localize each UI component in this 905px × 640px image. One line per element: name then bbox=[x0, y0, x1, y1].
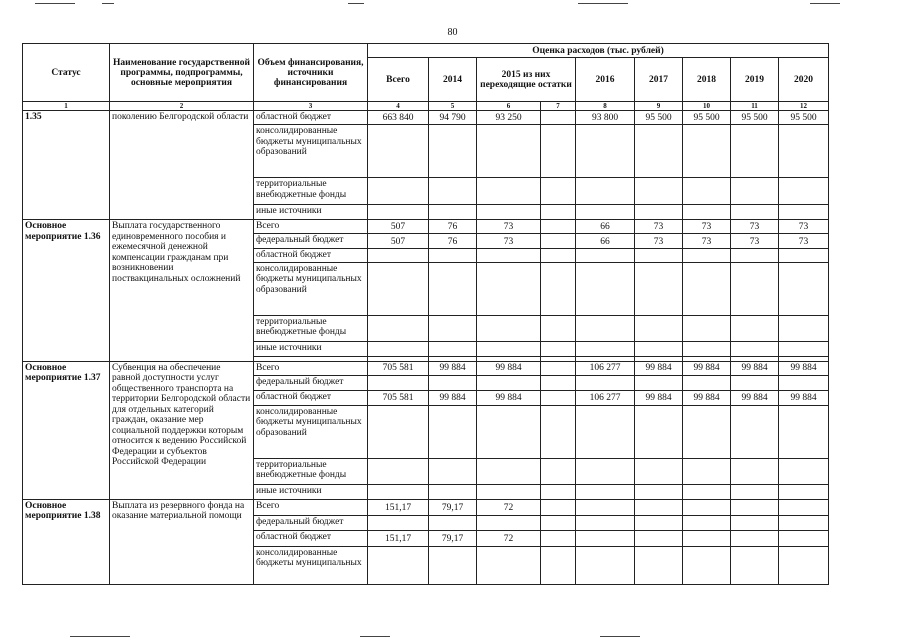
value-cell bbox=[541, 262, 576, 315]
budget-table bbox=[22, 43, 829, 585]
value-cell bbox=[576, 341, 635, 356]
value-cell bbox=[429, 458, 477, 484]
value-cell bbox=[683, 262, 731, 315]
source-cell: областной бюджет bbox=[254, 390, 368, 405]
value-cell bbox=[683, 178, 731, 205]
value-cell bbox=[368, 249, 429, 263]
value-cell: 663 840 bbox=[368, 111, 429, 125]
source-cell: Всего bbox=[254, 499, 368, 515]
value-cell bbox=[635, 546, 683, 584]
volume-header: Объем финансирования, источники финансирования bbox=[254, 44, 368, 102]
value-cell bbox=[429, 249, 477, 263]
value-cell bbox=[635, 375, 683, 390]
value-cell: 106 277 bbox=[576, 390, 635, 405]
value-cell bbox=[541, 546, 576, 584]
value-cell: 73 bbox=[731, 220, 779, 234]
source-cell: иные источники bbox=[254, 341, 368, 356]
value-cell: 73 bbox=[477, 220, 541, 234]
table-row bbox=[23, 220, 829, 234]
column-number: 10 bbox=[683, 102, 731, 111]
value-cell bbox=[576, 178, 635, 205]
value-cell bbox=[477, 375, 541, 390]
value-cell bbox=[683, 458, 731, 484]
source-cell: консолидированные бюджеты муниципальных образований bbox=[254, 405, 368, 458]
value-cell: 73 bbox=[477, 234, 541, 249]
value-cell bbox=[477, 178, 541, 205]
value-cell bbox=[541, 375, 576, 390]
value-cell bbox=[731, 315, 779, 341]
value-cell bbox=[635, 249, 683, 263]
value-cell bbox=[683, 249, 731, 263]
column-number: 4 bbox=[368, 102, 429, 111]
source-cell: Всего bbox=[254, 220, 368, 234]
value-cell bbox=[576, 375, 635, 390]
source-cell: иные источники bbox=[254, 484, 368, 499]
value-cell bbox=[576, 262, 635, 315]
value-cell bbox=[731, 546, 779, 584]
source-cell: федеральный бюджет bbox=[254, 515, 368, 530]
year-header: 2016 bbox=[576, 58, 635, 102]
value-cell bbox=[429, 341, 477, 356]
value-cell bbox=[635, 125, 683, 178]
source-cell: областной бюджет bbox=[254, 249, 368, 263]
scan-artifact-line bbox=[810, 3, 840, 4]
value-cell bbox=[779, 125, 829, 178]
source-cell: территориальные внебюджетные фонды bbox=[254, 458, 368, 484]
value-cell: 95 500 bbox=[635, 111, 683, 125]
value-cell bbox=[779, 405, 829, 458]
column-number: 2 bbox=[110, 102, 254, 111]
value-cell: 507 bbox=[368, 234, 429, 249]
value-cell bbox=[635, 205, 683, 220]
value-cell bbox=[368, 458, 429, 484]
value-cell bbox=[541, 405, 576, 458]
value-cell bbox=[541, 499, 576, 515]
value-cell bbox=[779, 499, 829, 515]
value-cell bbox=[635, 484, 683, 499]
value-cell bbox=[576, 530, 635, 546]
value-cell bbox=[731, 458, 779, 484]
value-cell bbox=[731, 375, 779, 390]
value-cell: 73 bbox=[683, 220, 731, 234]
value-cell: 73 bbox=[635, 220, 683, 234]
value-cell bbox=[429, 375, 477, 390]
value-cell: 72 bbox=[477, 530, 541, 546]
value-cell bbox=[477, 315, 541, 341]
value-cell bbox=[635, 315, 683, 341]
value-cell bbox=[779, 375, 829, 390]
value-cell: 95 500 bbox=[731, 111, 779, 125]
year-header: 2018 bbox=[683, 58, 731, 102]
value-cell bbox=[576, 125, 635, 178]
value-cell bbox=[635, 262, 683, 315]
value-cell bbox=[779, 458, 829, 484]
value-cell: 151,17 bbox=[368, 530, 429, 546]
source-cell: областной бюджет bbox=[254, 111, 368, 125]
value-cell: 99 884 bbox=[429, 390, 477, 405]
value-cell: 99 884 bbox=[731, 390, 779, 405]
scan-artifact-line bbox=[35, 3, 75, 4]
value-cell bbox=[429, 178, 477, 205]
value-cell bbox=[429, 262, 477, 315]
value-cell: 94 790 bbox=[429, 111, 477, 125]
table-row bbox=[23, 111, 829, 125]
name-header: Наименование государственной программы, подпрограммы, основные мероприятия bbox=[110, 44, 254, 102]
value-cell bbox=[731, 530, 779, 546]
value-cell: 151,17 bbox=[368, 499, 429, 515]
year-header: 2020 bbox=[779, 58, 829, 102]
value-cell: 99 884 bbox=[683, 361, 731, 375]
value-cell bbox=[576, 515, 635, 530]
status-cell: Основное мероприятие 1.37 bbox=[23, 361, 110, 499]
value-cell bbox=[477, 515, 541, 530]
value-cell: 99 884 bbox=[731, 361, 779, 375]
value-cell bbox=[368, 315, 429, 341]
value-cell bbox=[429, 484, 477, 499]
value-cell bbox=[576, 205, 635, 220]
value-cell bbox=[635, 515, 683, 530]
value-cell: 73 bbox=[779, 234, 829, 249]
value-cell bbox=[541, 111, 576, 125]
value-cell bbox=[731, 484, 779, 499]
scan-artifact-line bbox=[348, 3, 364, 4]
value-cell bbox=[779, 515, 829, 530]
value-cell bbox=[368, 405, 429, 458]
column-number-row bbox=[23, 102, 829, 111]
column-number: 1 bbox=[23, 102, 110, 111]
value-cell bbox=[541, 361, 576, 375]
value-cell bbox=[576, 315, 635, 341]
value-cell: 99 884 bbox=[779, 361, 829, 375]
scan-artifact-line bbox=[102, 3, 114, 4]
year-header: 2014 bbox=[429, 58, 477, 102]
value-cell: 66 bbox=[576, 234, 635, 249]
value-cell bbox=[477, 484, 541, 499]
value-cell bbox=[731, 178, 779, 205]
status-cell: Основное мероприятие 1.38 bbox=[23, 499, 110, 584]
value-cell bbox=[541, 515, 576, 530]
value-cell: 73 bbox=[683, 234, 731, 249]
value-cell: 76 bbox=[429, 234, 477, 249]
value-cell bbox=[429, 515, 477, 530]
value-cell bbox=[683, 515, 731, 530]
status-cell: Основное мероприятие 1.36 bbox=[23, 220, 110, 362]
value-cell bbox=[683, 205, 731, 220]
value-cell bbox=[731, 262, 779, 315]
value-cell bbox=[368, 262, 429, 315]
status-header: Статус bbox=[23, 44, 110, 102]
value-cell: 507 bbox=[368, 220, 429, 234]
value-cell: 99 884 bbox=[477, 390, 541, 405]
header-row bbox=[23, 44, 829, 58]
value-cell bbox=[779, 484, 829, 499]
value-cell: 99 884 bbox=[683, 390, 731, 405]
source-cell: федеральный бюджет bbox=[254, 234, 368, 249]
value-cell bbox=[477, 405, 541, 458]
value-cell bbox=[429, 125, 477, 178]
value-cell bbox=[731, 205, 779, 220]
value-cell bbox=[541, 205, 576, 220]
value-cell bbox=[731, 515, 779, 530]
value-cell: 705 581 bbox=[368, 390, 429, 405]
estimate-header: Оценка расходов (тыс. рублей) bbox=[368, 44, 829, 58]
scan-artifact-line bbox=[70, 636, 130, 637]
value-cell bbox=[635, 458, 683, 484]
source-cell: консолидированные бюджеты муниципальных образований bbox=[254, 262, 368, 315]
value-cell bbox=[731, 249, 779, 263]
value-cell bbox=[779, 315, 829, 341]
source-cell: областной бюджет bbox=[254, 530, 368, 546]
value-cell bbox=[541, 220, 576, 234]
value-cell bbox=[541, 530, 576, 546]
column-number: 11 bbox=[731, 102, 779, 111]
value-cell bbox=[731, 499, 779, 515]
value-cell bbox=[576, 484, 635, 499]
value-cell bbox=[683, 341, 731, 356]
column-number: 7 bbox=[541, 102, 576, 111]
value-cell bbox=[368, 375, 429, 390]
source-cell: территориальные внебюджетные фонды bbox=[254, 315, 368, 341]
scan-artifact-line bbox=[600, 636, 640, 637]
scan-artifact-line bbox=[360, 636, 390, 637]
value-cell bbox=[477, 262, 541, 315]
source-cell: иные источники bbox=[254, 205, 368, 220]
value-cell: 66 bbox=[576, 220, 635, 234]
source-cell: Всего bbox=[254, 361, 368, 375]
column-number: 12 bbox=[779, 102, 829, 111]
value-cell bbox=[368, 125, 429, 178]
value-cell bbox=[477, 458, 541, 484]
value-cell bbox=[683, 125, 731, 178]
value-cell: 99 884 bbox=[779, 390, 829, 405]
measure-name-cell: Выплата из резервного фонда на оказание материальной помощи bbox=[110, 499, 254, 584]
column-number: 6 bbox=[477, 102, 541, 111]
value-cell bbox=[731, 405, 779, 458]
value-cell: 73 bbox=[731, 234, 779, 249]
value-cell bbox=[635, 405, 683, 458]
value-cell bbox=[731, 341, 779, 356]
source-cell: консолидированные бюджеты муниципальных образований bbox=[254, 125, 368, 178]
value-cell bbox=[683, 499, 731, 515]
measure-name-cell: поколению Белгородской области bbox=[110, 111, 254, 220]
value-cell: 99 884 bbox=[429, 361, 477, 375]
value-cell: 99 884 bbox=[477, 361, 541, 375]
value-cell bbox=[541, 484, 576, 499]
value-cell bbox=[368, 341, 429, 356]
value-cell bbox=[429, 205, 477, 220]
value-cell: 106 277 bbox=[576, 361, 635, 375]
value-cell: 73 bbox=[779, 220, 829, 234]
value-cell: 95 500 bbox=[779, 111, 829, 125]
column-number: 8 bbox=[576, 102, 635, 111]
year-header: 2017 bbox=[635, 58, 683, 102]
value-cell bbox=[541, 178, 576, 205]
value-cell bbox=[429, 405, 477, 458]
value-cell bbox=[477, 205, 541, 220]
value-cell: 705 581 bbox=[368, 361, 429, 375]
value-cell bbox=[779, 262, 829, 315]
value-cell bbox=[683, 405, 731, 458]
value-cell bbox=[541, 390, 576, 405]
value-cell: 72 bbox=[477, 499, 541, 515]
value-cell: 99 884 bbox=[635, 390, 683, 405]
source-cell: территориальные внебюджетные фонды bbox=[254, 178, 368, 205]
table-row bbox=[23, 361, 829, 375]
value-cell bbox=[683, 546, 731, 584]
measure-name-cell: Субвенция на обеспечение равной доступности услуг общественного транспорта на территории Белгородской области для отдельных категорий граждан, оказание мер социальной поддержки которым относится к ведению Российской Федерации и субъектов Российской Федерации bbox=[110, 361, 254, 499]
value-cell bbox=[779, 249, 829, 263]
value-cell: 95 500 bbox=[683, 111, 731, 125]
year-header: 2019 bbox=[731, 58, 779, 102]
value-cell bbox=[541, 315, 576, 341]
value-cell bbox=[635, 341, 683, 356]
value-cell: 93 800 bbox=[576, 111, 635, 125]
value-cell: 73 bbox=[635, 234, 683, 249]
value-cell bbox=[541, 125, 576, 178]
value-cell bbox=[731, 125, 779, 178]
total-header: Всего bbox=[368, 58, 429, 102]
source-cell: консолидированные бюджеты муниципальных bbox=[254, 546, 368, 584]
value-cell: 76 bbox=[429, 220, 477, 234]
column-number: 3 bbox=[254, 102, 368, 111]
value-cell bbox=[635, 178, 683, 205]
value-cell: 79,17 bbox=[429, 499, 477, 515]
value-cell bbox=[779, 178, 829, 205]
column-number: 5 bbox=[429, 102, 477, 111]
source-cell: федеральный бюджет bbox=[254, 375, 368, 390]
value-cell bbox=[779, 530, 829, 546]
value-cell bbox=[541, 249, 576, 263]
value-cell bbox=[576, 499, 635, 515]
value-cell bbox=[477, 546, 541, 584]
value-cell bbox=[368, 178, 429, 205]
value-cell bbox=[368, 205, 429, 220]
value-cell bbox=[635, 530, 683, 546]
year-header: 2015 из них переходящие остатки bbox=[477, 58, 576, 102]
value-cell bbox=[429, 315, 477, 341]
value-cell bbox=[683, 530, 731, 546]
value-cell bbox=[541, 341, 576, 356]
page-number: 80 bbox=[447, 27, 458, 38]
value-cell: 93 250 bbox=[477, 111, 541, 125]
value-cell bbox=[576, 546, 635, 584]
measure-name-cell: Выплата государственного единовременного пособия и ежемесячной денежной компенсации гражданам при возникновении поствакцинальных осложнений bbox=[110, 220, 254, 362]
value-cell bbox=[683, 484, 731, 499]
value-cell bbox=[576, 249, 635, 263]
value-cell bbox=[541, 234, 576, 249]
value-cell bbox=[477, 125, 541, 178]
value-cell bbox=[779, 205, 829, 220]
column-number: 9 bbox=[635, 102, 683, 111]
status-cell: 1.35 bbox=[23, 111, 110, 220]
value-cell bbox=[779, 546, 829, 584]
value-cell bbox=[576, 458, 635, 484]
value-cell bbox=[635, 499, 683, 515]
value-cell: 99 884 bbox=[635, 361, 683, 375]
value-cell bbox=[477, 249, 541, 263]
value-cell bbox=[576, 405, 635, 458]
value-cell bbox=[477, 341, 541, 356]
table-row bbox=[23, 499, 829, 515]
value-cell bbox=[683, 315, 731, 341]
value-cell: 79,17 bbox=[429, 530, 477, 546]
value-cell bbox=[368, 515, 429, 530]
scan-artifact-line bbox=[578, 3, 628, 4]
value-cell bbox=[541, 458, 576, 484]
value-cell bbox=[683, 375, 731, 390]
value-cell bbox=[368, 546, 429, 584]
value-cell bbox=[368, 484, 429, 499]
value-cell bbox=[779, 341, 829, 356]
value-cell bbox=[429, 546, 477, 584]
